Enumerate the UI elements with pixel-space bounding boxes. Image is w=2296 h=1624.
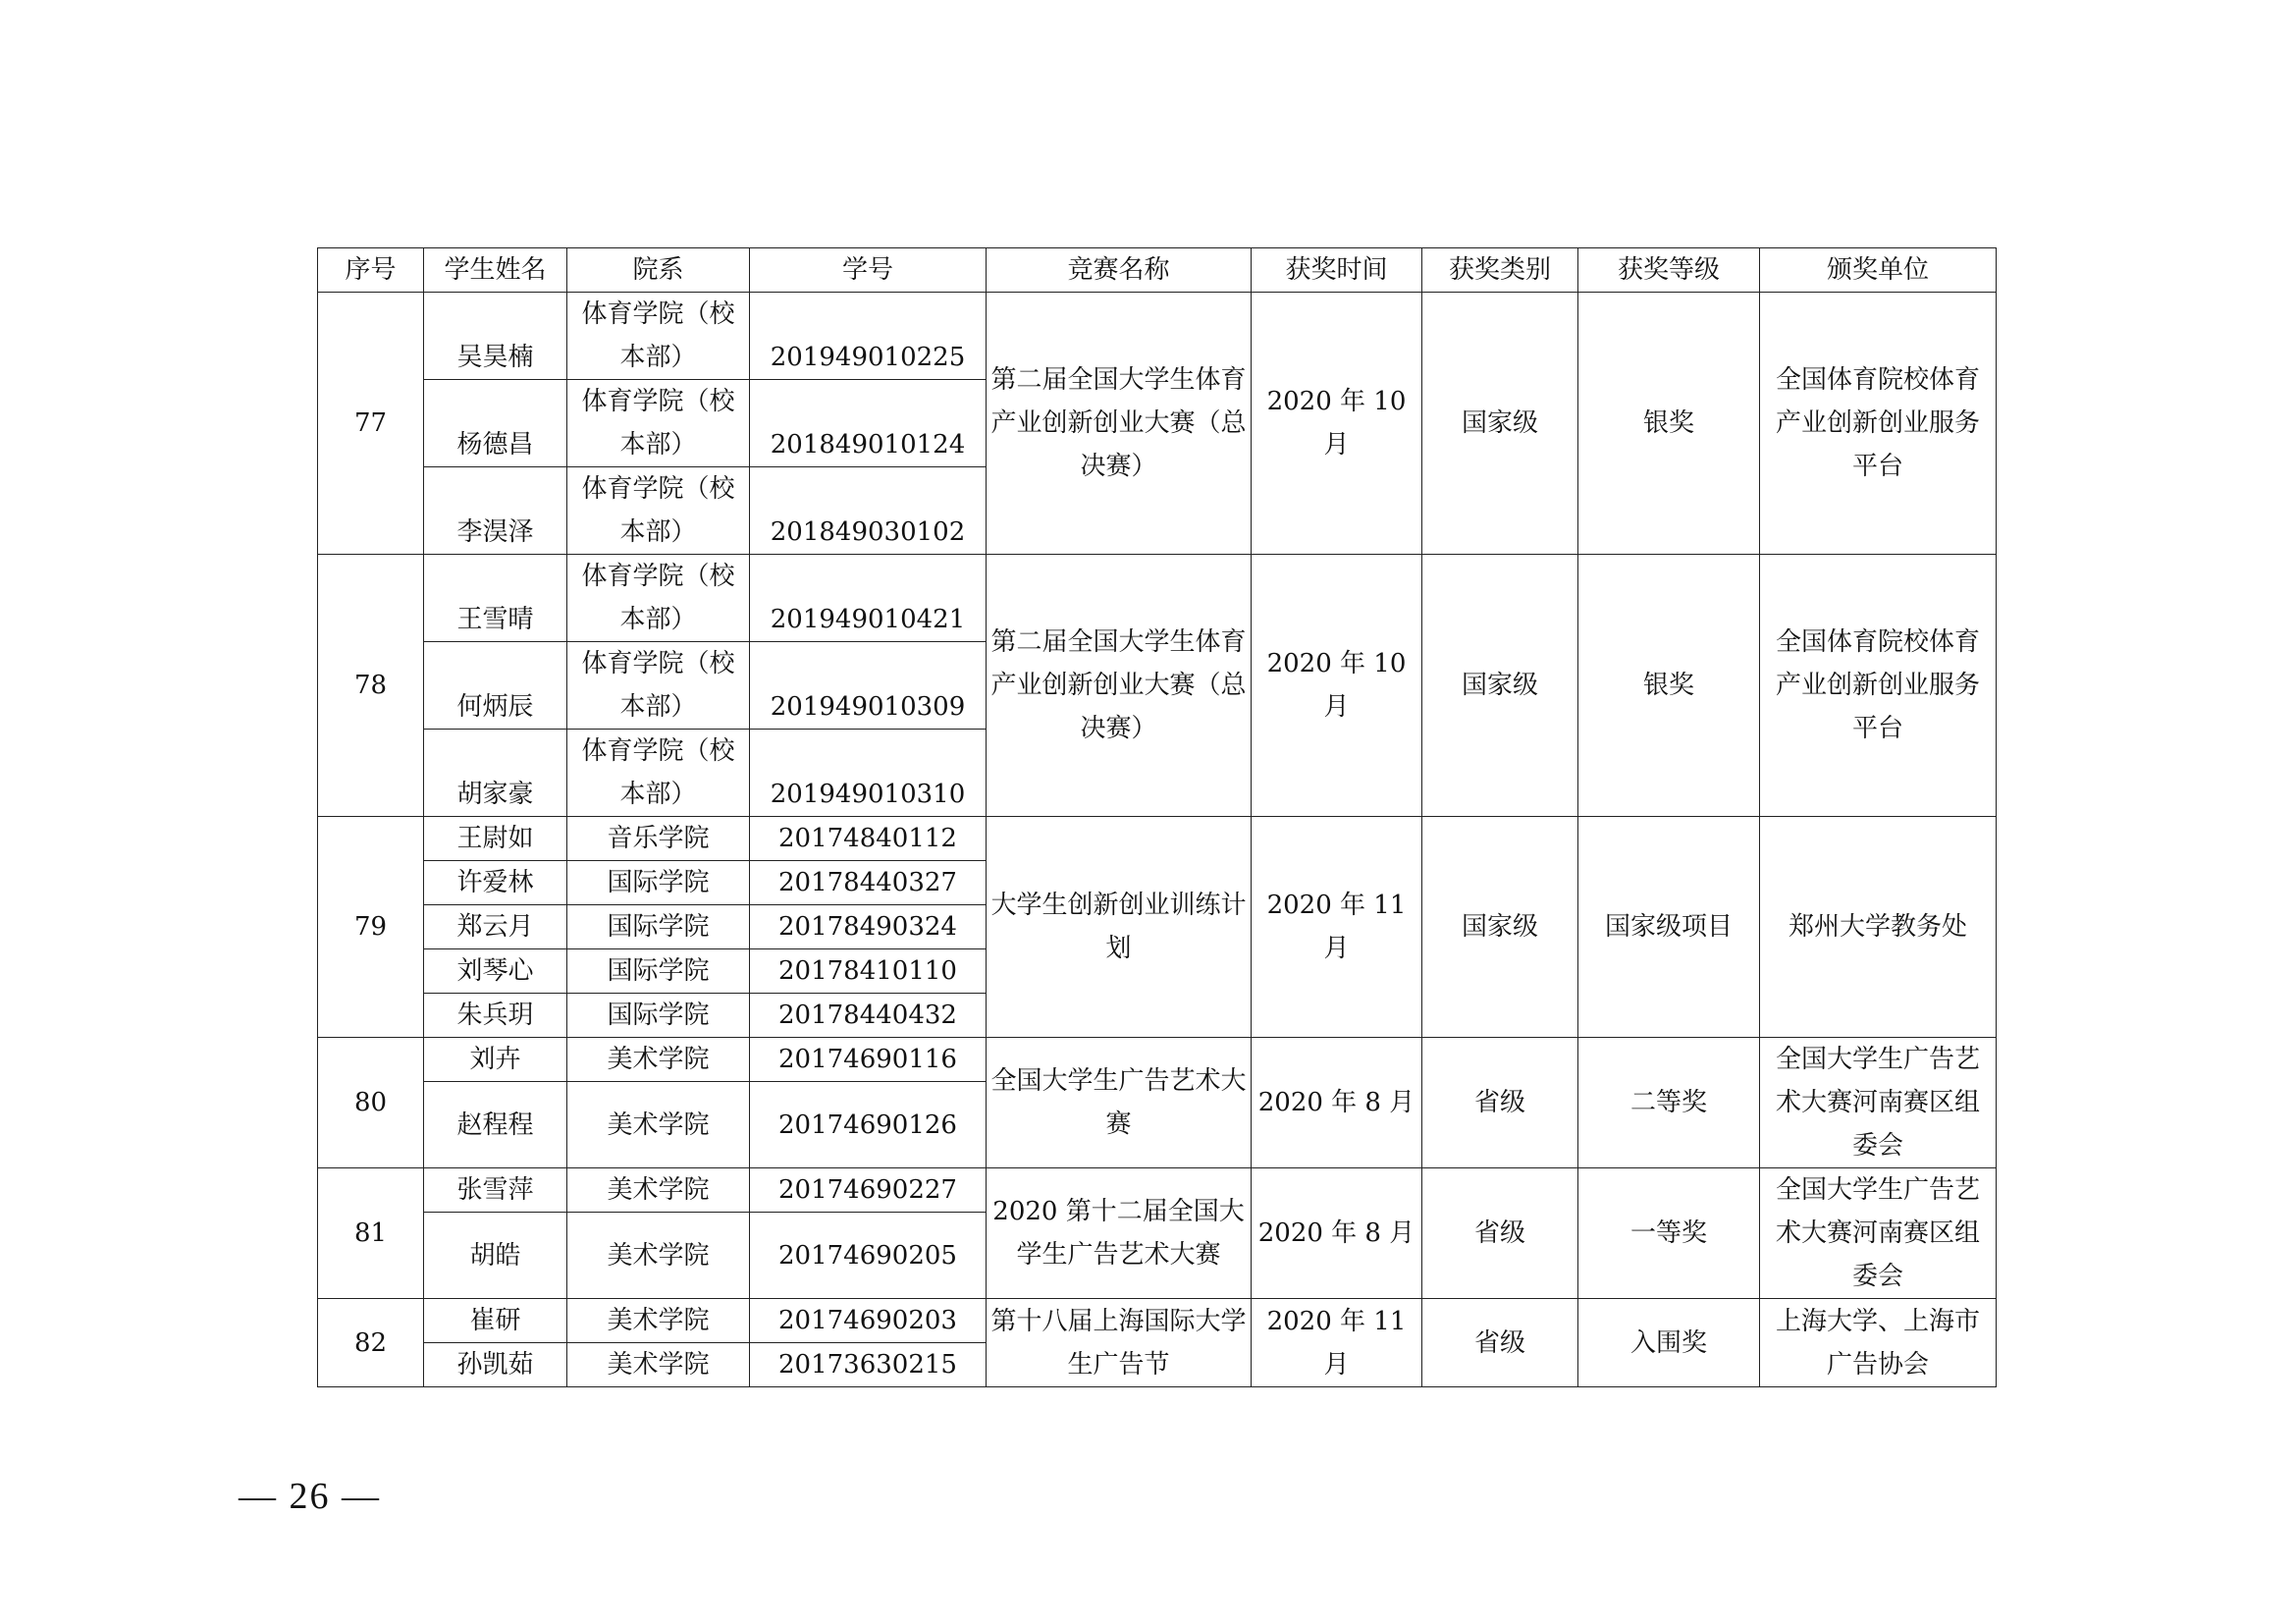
serial-number: 80 <box>318 1038 424 1168</box>
department: 美术学院 <box>567 1299 750 1343</box>
student-id: 20174690203 <box>750 1299 987 1343</box>
student-name: 朱兵玥 <box>424 994 567 1038</box>
header-cell: 获奖等级 <box>1578 248 1760 293</box>
table-row <box>318 1168 1997 1213</box>
student-name: 何炳辰 <box>424 642 567 730</box>
award-level: 二等奖 <box>1578 1038 1760 1168</box>
award-time: 2020 年 10 月 <box>1252 293 1422 555</box>
competition-name: 第二届全国大学生体育产业创新创业大赛（总决赛） <box>987 555 1252 817</box>
header-cell: 学生姓名 <box>424 248 567 293</box>
table-row <box>318 293 1997 380</box>
student-id: 201949010310 <box>750 730 987 817</box>
department: 体育学院（校本部） <box>567 555 750 642</box>
header-cell: 学号 <box>750 248 987 293</box>
student-id: 20174840112 <box>750 817 987 861</box>
award-category: 国家级 <box>1422 817 1578 1038</box>
student-name: 胡皓 <box>424 1213 567 1299</box>
student-id: 201949010225 <box>750 293 987 380</box>
page-number: — 26 — <box>239 1476 381 1517</box>
department: 体育学院（校本部） <box>567 293 750 380</box>
serial-number: 79 <box>318 817 424 1038</box>
student-name: 刘卉 <box>424 1038 567 1082</box>
serial-number: 78 <box>318 555 424 817</box>
award-category: 省级 <box>1422 1168 1578 1299</box>
department: 美术学院 <box>567 1343 750 1387</box>
serial-number: 77 <box>318 293 424 555</box>
header-row <box>318 248 1997 293</box>
department: 国际学院 <box>567 994 750 1038</box>
student-name: 王雪晴 <box>424 555 567 642</box>
department: 体育学院（校本部） <box>567 467 750 555</box>
department: 国际学院 <box>567 861 750 905</box>
competition-name: 2020 第十二届全国大学生广告艺术大赛 <box>987 1168 1252 1299</box>
student-id: 201949010421 <box>750 555 987 642</box>
award-time: 2020 年 10 月 <box>1252 555 1422 817</box>
department: 国际学院 <box>567 949 750 994</box>
student-name: 杨德昌 <box>424 380 567 467</box>
award-level: 银奖 <box>1578 555 1760 817</box>
competition-name: 大学生创新创业训练计划 <box>987 817 1252 1038</box>
student-id: 201849030102 <box>750 467 987 555</box>
student-id: 20173630215 <box>750 1343 987 1387</box>
award-time: 2020 年 8 月 <box>1252 1038 1422 1168</box>
header-cell: 获奖类别 <box>1422 248 1578 293</box>
header-cell: 院系 <box>567 248 750 293</box>
student-id: 201849010124 <box>750 380 987 467</box>
header-cell: 获奖时间 <box>1252 248 1422 293</box>
student-name: 赵程程 <box>424 1082 567 1168</box>
department: 体育学院（校本部） <box>567 730 750 817</box>
student-name: 胡家豪 <box>424 730 567 817</box>
serial-number: 82 <box>318 1299 424 1387</box>
student-name: 李淏泽 <box>424 467 567 555</box>
student-id: 20174690126 <box>750 1082 987 1168</box>
student-id: 20178440432 <box>750 994 987 1038</box>
student-name: 张雪萍 <box>424 1168 567 1213</box>
department: 体育学院（校本部） <box>567 642 750 730</box>
competition-name: 第十八届上海国际大学生广告节 <box>987 1299 1252 1387</box>
department: 美术学院 <box>567 1038 750 1082</box>
student-name: 许爱林 <box>424 861 567 905</box>
student-name: 吴昊楠 <box>424 293 567 380</box>
award-time: 2020 年 8 月 <box>1252 1168 1422 1299</box>
award-category: 国家级 <box>1422 555 1578 817</box>
competition-name: 第二届全国大学生体育产业创新创业大赛（总决赛） <box>987 293 1252 555</box>
award-table <box>317 247 1997 1387</box>
department: 体育学院（校本部） <box>567 380 750 467</box>
student-name: 郑云月 <box>424 905 567 949</box>
student-id: 20174690116 <box>750 1038 987 1082</box>
award-category: 国家级 <box>1422 293 1578 555</box>
student-name: 王尉如 <box>424 817 567 861</box>
department: 美术学院 <box>567 1168 750 1213</box>
student-id: 20178410110 <box>750 949 987 994</box>
issuing-unit: 全国大学生广告艺术大赛河南赛区组委会 <box>1760 1168 1997 1299</box>
student-name: 刘琴心 <box>424 949 567 994</box>
award-time: 2020 年 11 月 <box>1252 1299 1422 1387</box>
header-cell: 竞赛名称 <box>987 248 1252 293</box>
department: 音乐学院 <box>567 817 750 861</box>
student-id: 20178440327 <box>750 861 987 905</box>
issuing-unit: 全国大学生广告艺术大赛河南赛区组委会 <box>1760 1038 1997 1168</box>
award-category: 省级 <box>1422 1299 1578 1387</box>
table-row <box>318 555 1997 642</box>
department: 美术学院 <box>567 1213 750 1299</box>
award-level: 国家级项目 <box>1578 817 1760 1038</box>
student-name: 孙凯茹 <box>424 1343 567 1387</box>
issuing-unit: 郑州大学教务处 <box>1760 817 1997 1038</box>
award-level: 一等奖 <box>1578 1168 1760 1299</box>
student-name: 崔研 <box>424 1299 567 1343</box>
student-id: 201949010309 <box>750 642 987 730</box>
department: 国际学院 <box>567 905 750 949</box>
table-row <box>318 817 1997 861</box>
student-id: 20174690227 <box>750 1168 987 1213</box>
award-category: 省级 <box>1422 1038 1578 1168</box>
issuing-unit: 全国体育院校体育产业创新创业服务平台 <box>1760 555 1997 817</box>
competition-name: 全国大学生广告艺术大赛 <box>987 1038 1252 1168</box>
header-cell: 序号 <box>318 248 424 293</box>
award-level: 入围奖 <box>1578 1299 1760 1387</box>
table-row <box>318 1038 1997 1082</box>
issuing-unit: 上海大学、上海市广告协会 <box>1760 1299 1997 1387</box>
table-row <box>318 1299 1997 1343</box>
department: 美术学院 <box>567 1082 750 1168</box>
issuing-unit: 全国体育院校体育产业创新创业服务平台 <box>1760 293 1997 555</box>
award-level: 银奖 <box>1578 293 1760 555</box>
student-id: 20174690205 <box>750 1213 987 1299</box>
header-cell: 颁奖单位 <box>1760 248 1997 293</box>
serial-number: 81 <box>318 1168 424 1299</box>
student-id: 20178490324 <box>750 905 987 949</box>
award-time: 2020 年 11 月 <box>1252 817 1422 1038</box>
